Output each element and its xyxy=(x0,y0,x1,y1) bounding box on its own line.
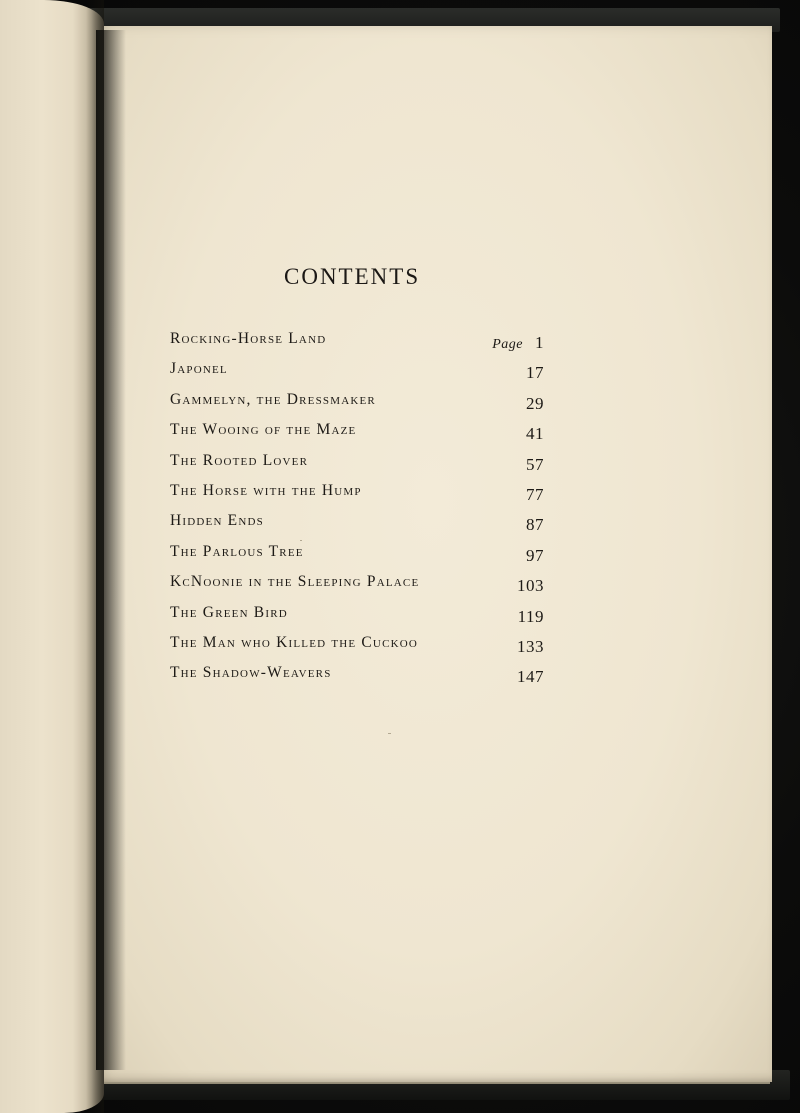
toc-page-number: 147 xyxy=(517,667,544,687)
toc-entry[interactable] xyxy=(170,543,550,573)
toc-entry-title: Gammelyn, the Dressmaker xyxy=(170,390,376,408)
toc-entry[interactable] xyxy=(170,634,550,664)
toc-entry[interactable] xyxy=(170,452,550,482)
toc-entry[interactable] xyxy=(170,360,550,390)
toc-entry[interactable] xyxy=(170,391,550,421)
toc-entry[interactable] xyxy=(170,421,550,451)
page-word-label: Page xyxy=(492,337,523,352)
toc-entry-page xyxy=(492,333,544,353)
toc-entry-title: The Wooing of the Maze xyxy=(170,421,357,439)
toc-entry[interactable] xyxy=(170,604,550,634)
toc-page-number: 97 xyxy=(526,545,544,565)
toc-page-number: 41 xyxy=(526,424,544,444)
toc-page-number: 29 xyxy=(526,393,544,413)
toc-entry[interactable] xyxy=(170,482,550,512)
toc-page-number: 57 xyxy=(526,454,544,474)
toc-entry-title: Rocking-Horse Land xyxy=(170,330,327,347)
paper-speck xyxy=(388,733,391,734)
toc-page-number: 87 xyxy=(526,515,544,535)
toc-entry-title: The Shadow-Weavers xyxy=(170,664,332,682)
toc-page-number: 119 xyxy=(517,606,544,626)
table-of-contents xyxy=(170,330,550,695)
toc-entry-title: The Horse with the Hump xyxy=(170,481,362,499)
toc-entry-title: The Rooted Lover xyxy=(170,451,309,469)
page-title: CONTENTS xyxy=(284,264,421,289)
toc-entry-title: The Parlous Tree xyxy=(170,542,304,560)
toc-entry-title: The Man who Killed the Cuckoo xyxy=(170,633,419,651)
toc-page-number: 1 xyxy=(535,333,544,352)
toc-page-number: 133 xyxy=(517,636,544,656)
toc-entry-title: The Green Bird xyxy=(170,603,288,621)
toc-entry[interactable] xyxy=(170,512,550,542)
toc-page-number: 103 xyxy=(517,576,544,596)
toc-page-number: 77 xyxy=(526,484,544,504)
toc-entry-title: KcNoonie in the Sleeping Palace xyxy=(170,573,420,591)
toc-entry-title: Hidden Ends xyxy=(170,512,264,530)
toc-page-number: 17 xyxy=(526,363,544,383)
toc-entry[interactable] xyxy=(170,664,550,694)
facing-page xyxy=(0,0,104,1113)
toc-entry-title: Japonel xyxy=(170,360,228,378)
toc-entry[interactable] xyxy=(170,573,550,603)
toc-entry[interactable] xyxy=(170,330,550,360)
gutter-shadow xyxy=(96,30,126,1070)
